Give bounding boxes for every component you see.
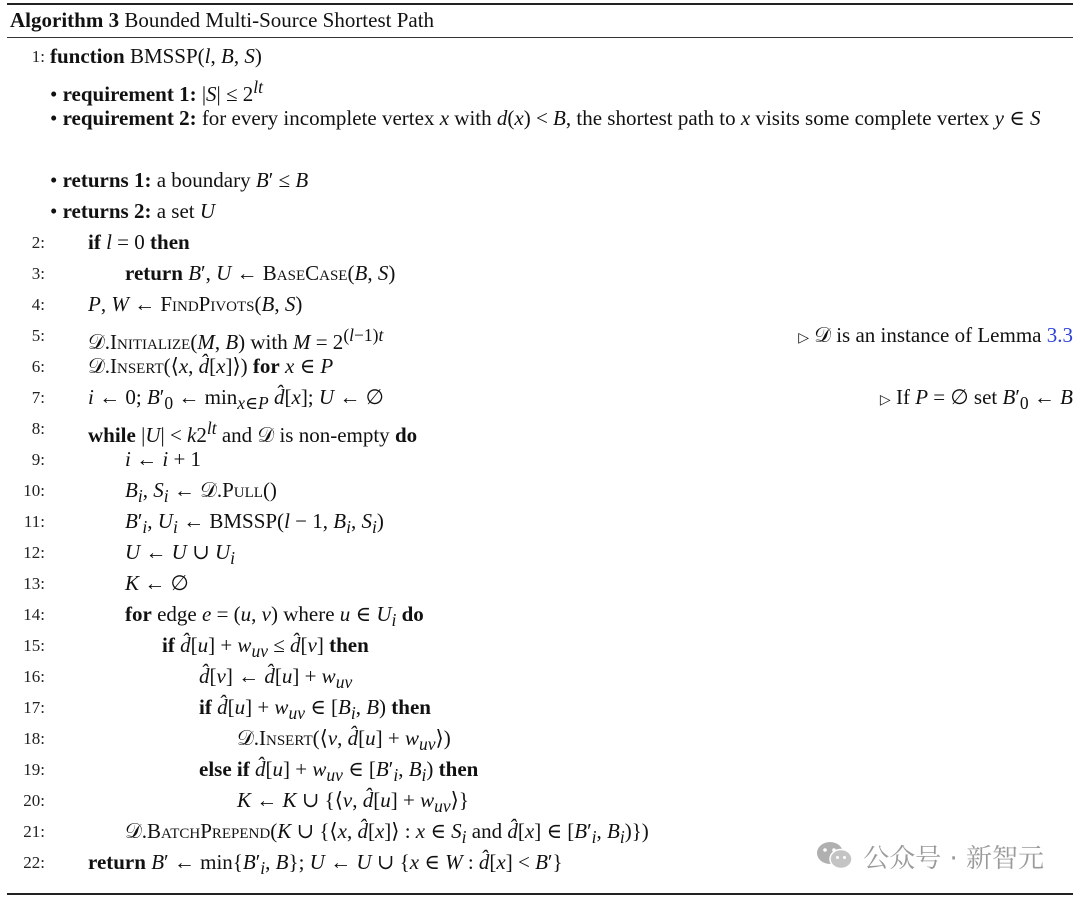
algorithm-line [7,41,1073,72]
algorithm-line [7,72,1073,106]
line-code: if l = 0 then [88,230,190,254]
line-number: 10: [23,481,45,500]
line-code: return B′, U ← BaseCase(B, S) [125,261,396,285]
line-number: 13: [23,574,45,593]
line-code: $B'_i$, $U_i$ ← BMSSP(l − 1, $B_i$, $S_i$) [125,509,384,538]
line-number: 17: [23,698,45,717]
algorithm-line [7,568,1073,599]
algorithm-title: Bounded Multi-Source Shortest Path [119,8,435,32]
line-code: i ← 0; $B'_0$ ← $\min_{x\in P}$ d̂[x]; U ← ∅ [88,385,384,414]
line-number: 14: [23,605,45,624]
line-code: 𝒟.Insert(⟨x, d̂[x]⟩) for x ∈ P [88,354,334,378]
line-code: P, W ← FindPivots(B, S) [88,292,303,316]
line-code: • requirement 2: for every incomplete vertex x with d(x) < B, the shortest path to x visits some complete vertex y ∈ S [50,106,1041,130]
line-number: 11: [23,512,45,531]
line-code: • returns 2: a set U [50,199,216,223]
algorithm-line [7,227,1073,258]
line-number: 7: [31,388,45,407]
algorithm-line [7,444,1073,475]
line-number: 12: [23,543,45,562]
line-code: d̂[v] ← d̂[u] + $w_{uv}$ [199,664,353,693]
line-code: function BMSSP(l, B, S) [50,44,262,68]
line-number: 4: [31,295,45,314]
bottom-rule [7,893,1073,895]
algorithm-line [7,692,1073,723]
line-code: 𝒟.Initialize(M, B) with $M = 2^{(l-1)t}$ [88,325,384,354]
line-code: else if d̂[u] + $w_{uv}$ ∈ [$B'_i$, $B_i$) then [199,757,479,786]
line-number: 19: [23,760,45,779]
line-number: 20: [23,791,45,810]
algorithm-line [7,537,1073,568]
algorithm-line [7,413,1073,447]
line-number: 18: [23,729,45,748]
wechat-icon [815,840,855,872]
line-number: 15: [23,636,45,655]
algorithm-caption [7,5,1073,37]
line-number: 6: [31,357,45,376]
algorithm-line [7,599,1073,630]
line-number: 16: [23,667,45,686]
line-code: U ← U ∪ $U_i$ [125,540,235,569]
algorithm-line [7,723,1073,754]
watermark-text: 公众号 · 新智元 [863,843,1044,874]
line-number: 21: [23,822,45,841]
line-comment: ▷ 𝒟 is an instance of Lemma 3.3 [798,323,1073,347]
line-code: 𝒟.BatchPrepend(K ∪ {⟨x, d̂[x]⟩ : x ∈ $S_i$ and d̂[x] ∈ [$B'_i$, $B_i$)}) [125,819,649,848]
algorithm-line [7,475,1073,506]
line-code: K ← K ∪ {⟨v, d̂[u] + $w_{uv}⟩$} [237,788,469,817]
algorithm-line [7,351,1073,382]
algorithm-line [7,785,1073,816]
line-number: 8: [31,419,45,438]
algorithm-line [7,506,1073,537]
line-code: K ← ∅ [125,571,189,595]
algorithm-line [7,289,1073,320]
line-number: 2: [31,233,45,252]
line-code: if d̂[u] + $w_{uv}$ ≤ d̂[v] then [162,633,369,662]
algorithm-label: Algorithm 3 [10,8,120,32]
line-code: for edge e = (u, v) where u ∈ $U_i$ do [125,602,424,631]
line-code: return B′ ← $\min\{B'_i$, B}; U ← U ∪ {x ∈ W : d̂[x] < B′} [88,850,563,879]
line-code: while $|U| < k2^{lt}$ and 𝒟 is non-empty do [88,418,418,447]
watermark [815,836,1044,876]
algorithm-line [7,196,1073,227]
algorithm-line [7,754,1073,785]
line-number: 3: [31,264,45,283]
line-code: • requirement 1: $|S| \le 2^{lt}$ [50,77,263,106]
line-code: $B_i$, $S_i$ ← 𝒟.Pull() [125,478,277,507]
caption-rule [7,37,1073,38]
line-code: • returns 1: a boundary B′ ≤ B [50,168,309,192]
line-code: i ← i + 1 [125,447,202,471]
line-number: 5: [31,326,45,345]
algorithm-line [7,165,1073,196]
algorithm-line [7,661,1073,692]
algorithm-line [7,382,1073,413]
line-code: 𝒟.Insert(⟨v, d̂[u] + $w_{uv}⟩$) [237,726,451,755]
line-code: if d̂[u] + $w_{uv}$ ∈ [$B_i$, B) then [199,695,431,724]
algorithm-line [7,320,1073,354]
algorithm-line [7,630,1073,661]
line-comment: ▷ If P = ∅ set $B'_0$ ← B [879,385,1073,414]
line-number: 1: [31,47,45,66]
line-number: 9: [31,450,45,469]
line-number: 22: [23,853,45,872]
algorithm-line [7,258,1073,289]
